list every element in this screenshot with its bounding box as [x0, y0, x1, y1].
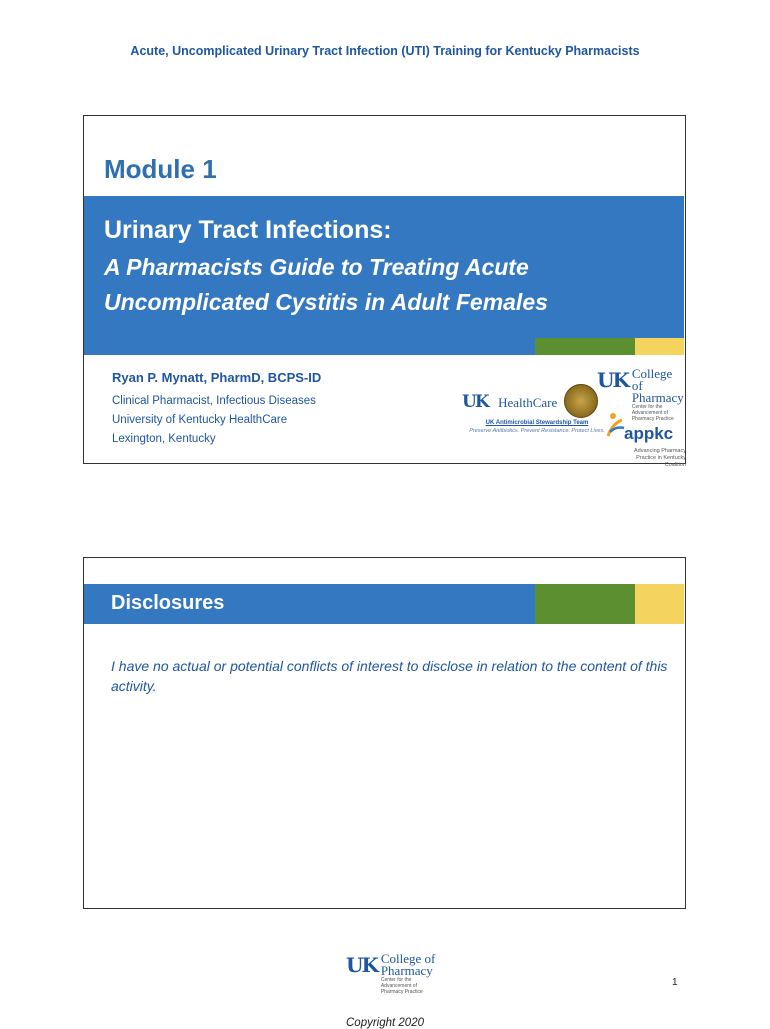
author-institution: University of Kentucky HealthCare: [112, 414, 288, 426]
title-slide: [83, 115, 686, 468]
college-sublabel: Center for the Advancement of Pharmacy Practice: [631, 404, 674, 422]
author-location: Lexington, Kentucky: [112, 433, 216, 445]
uk-logo-icon: UK: [346, 953, 377, 977]
university-seal-icon: [564, 384, 598, 418]
author-name: Ryan P. Mynatt, PharmD, BCPS-ID: [112, 370, 322, 385]
page-header: Acute, Uncomplicated Urinary Tract Infection (UTI) Training for Kentucky Pharmacists: [130, 44, 640, 58]
author-title: Clinical Pharmacist, Infectious Diseases: [112, 395, 316, 407]
appkc-label: appkc: [624, 424, 674, 443]
disclosures-title: Disclosures: [111, 592, 225, 614]
appkc-figure-icon: [606, 412, 626, 438]
copyright: Copyright 2020: [346, 1017, 424, 1029]
accent-bar-green: [535, 338, 635, 355]
college-label: College of: [380, 951, 436, 966]
title-line-2: A Pharmacists Guide to Treating Acute: [104, 254, 529, 280]
accent-green: [535, 584, 635, 624]
college-label: College of: [631, 366, 673, 393]
accent-bar-yellow: [635, 338, 684, 355]
appkc-sublabel: Advancing Pharmacy Practice in Kentucky Coalition: [634, 448, 686, 468]
uk-logo-icon: UK: [462, 392, 488, 412]
disclosures-slide: [83, 557, 686, 909]
pharmacy-label: Pharmacy: [631, 390, 684, 405]
disclosures-band: [84, 584, 535, 624]
title-line-1: Urinary Tract Infections:: [104, 216, 392, 244]
title-line-3: Uncomplicated Cystitis in Adult Females: [104, 289, 548, 315]
accent-yellow: [635, 584, 684, 624]
uk-healthcare-logo: [462, 392, 617, 434]
college-sublabel: Center for the Advancement of Pharmacy Practice: [380, 977, 423, 995]
footer-college-logo: [346, 953, 435, 995]
module-title: Module 1: [104, 154, 217, 184]
pharmacy-label: Pharmacy: [380, 963, 433, 978]
page-number: 1: [672, 977, 678, 988]
disclosures-body: I have no actual or potential conflicts of interest to disclose in relation to the content of this activity.: [111, 658, 668, 694]
accent-bar-blue: [84, 338, 535, 355]
title-band: [84, 196, 684, 346]
stewardship-team-label: UK Antimicrobial Stewardship Team: [485, 420, 589, 426]
stewardship-tagline: Preserve Antibiotics. Prevent Resistance. Protect Lives.: [469, 428, 605, 434]
disclosures-accent: [535, 584, 684, 624]
uk-logo-icon: UK: [597, 368, 628, 392]
accent-bar: [84, 338, 684, 355]
healthcare-label: HealthCare: [498, 395, 558, 410]
